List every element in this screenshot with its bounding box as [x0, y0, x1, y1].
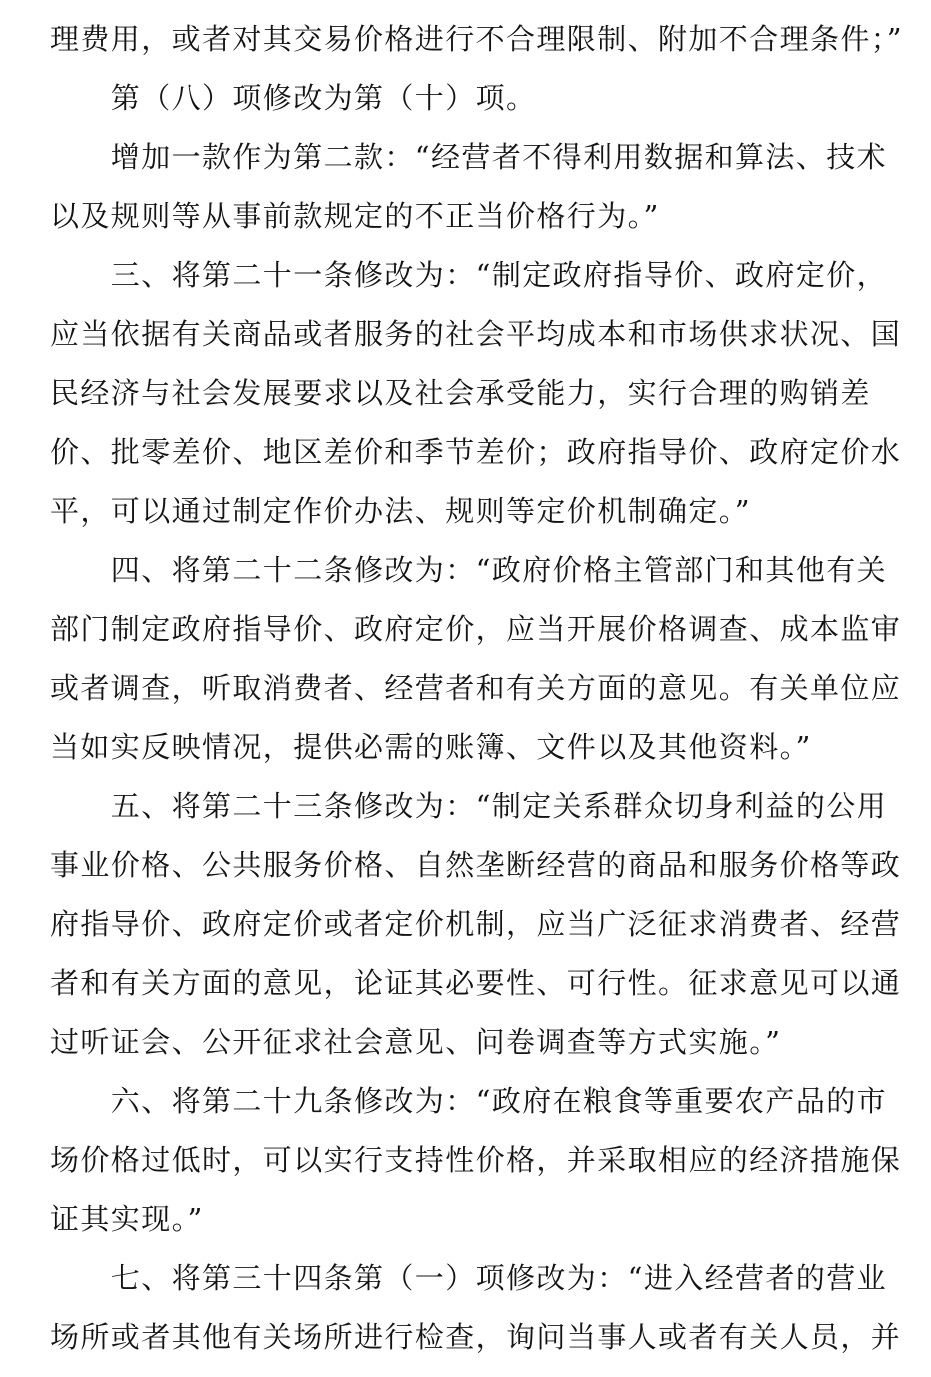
text-line: 增加一款作为第二款：“经营者不得利用数据和算法、技术 — [50, 140, 888, 174]
text-line: 四、将第二十二条修改为：“政府价格主管部门和其他有关 — [50, 553, 888, 587]
text-line: 当如实反映情况，提供必需的账簿、文件以及其他资料。” — [50, 730, 812, 764]
paragraph-article-22 — [50, 541, 901, 777]
paragraph-article-29 — [50, 1072, 901, 1249]
text-line: 第（八）项修改为第（十）项。 — [50, 81, 537, 115]
text-line: 场价格过低时，可以实行支持性价格，并采取相应的经济措施保 — [50, 1143, 902, 1177]
text-line: 或者调查，听取消费者、经营者和有关方面的意见。有关单位应 — [50, 671, 902, 705]
text-line: 场所或者其他有关场所进行检查，询问当事人或者有关人员，并 — [50, 1320, 902, 1354]
text-line: 事业价格、公共服务价格、自然垄断经营的商品和服务价格等政 — [50, 848, 902, 882]
paragraph-article-34 — [50, 1249, 901, 1367]
text-line: 五、将第二十三条修改为：“制定关系群众切身利益的公用 — [50, 789, 888, 823]
paragraph-second-clause — [50, 128, 887, 246]
text-line: 价、批零差价、地区差价和季节差价；政府指导价、政府定价水 — [50, 435, 902, 469]
text-line: 民经济与社会发展要求以及社会承受能力，实行合理的购销差 — [50, 376, 871, 410]
paragraph-article-23 — [50, 777, 901, 1072]
text-line: 府指导价、政府定价或者定价机制，应当广泛征求消费者、经营 — [50, 907, 902, 941]
paragraph-continuation — [50, 10, 903, 69]
text-line: 理费用，或者对其交易价格进行不合理限制、附加不合理条件；” — [50, 22, 903, 56]
text-line: 三、将第二十一条修改为：“制定政府指导价、政府定价， — [50, 258, 888, 292]
text-line: 证其实现。” — [50, 1202, 204, 1236]
text-line: 平，可以通过制定作价办法、规则等定价机制确定。” — [50, 494, 751, 528]
text-line: 应当依据有关商品或者服务的社会平均成本和市场供求状况、国 — [50, 317, 902, 351]
text-line: 者和有关方面的意见，论证其必要性、可行性。征求意见可以通 — [50, 966, 902, 1000]
text-line: 部门制定政府指导价、政府定价，应当开展价格调查、成本监审 — [50, 612, 902, 646]
text-line: 以及规则等从事前款规定的不正当价格行为。” — [50, 199, 660, 233]
paragraph-item-eight — [50, 69, 536, 128]
text-line: 七、将第三十四条第（一）项修改为：“进入经营者的营业 — [50, 1261, 888, 1295]
paragraph-article-21 — [50, 246, 901, 541]
text-line: 过听证会、公开征求社会意见、问卷调查等方式实施。” — [50, 1025, 782, 1059]
text-line: 六、将第二十九条修改为：“政府在粮食等重要农产品的市 — [50, 1084, 888, 1118]
